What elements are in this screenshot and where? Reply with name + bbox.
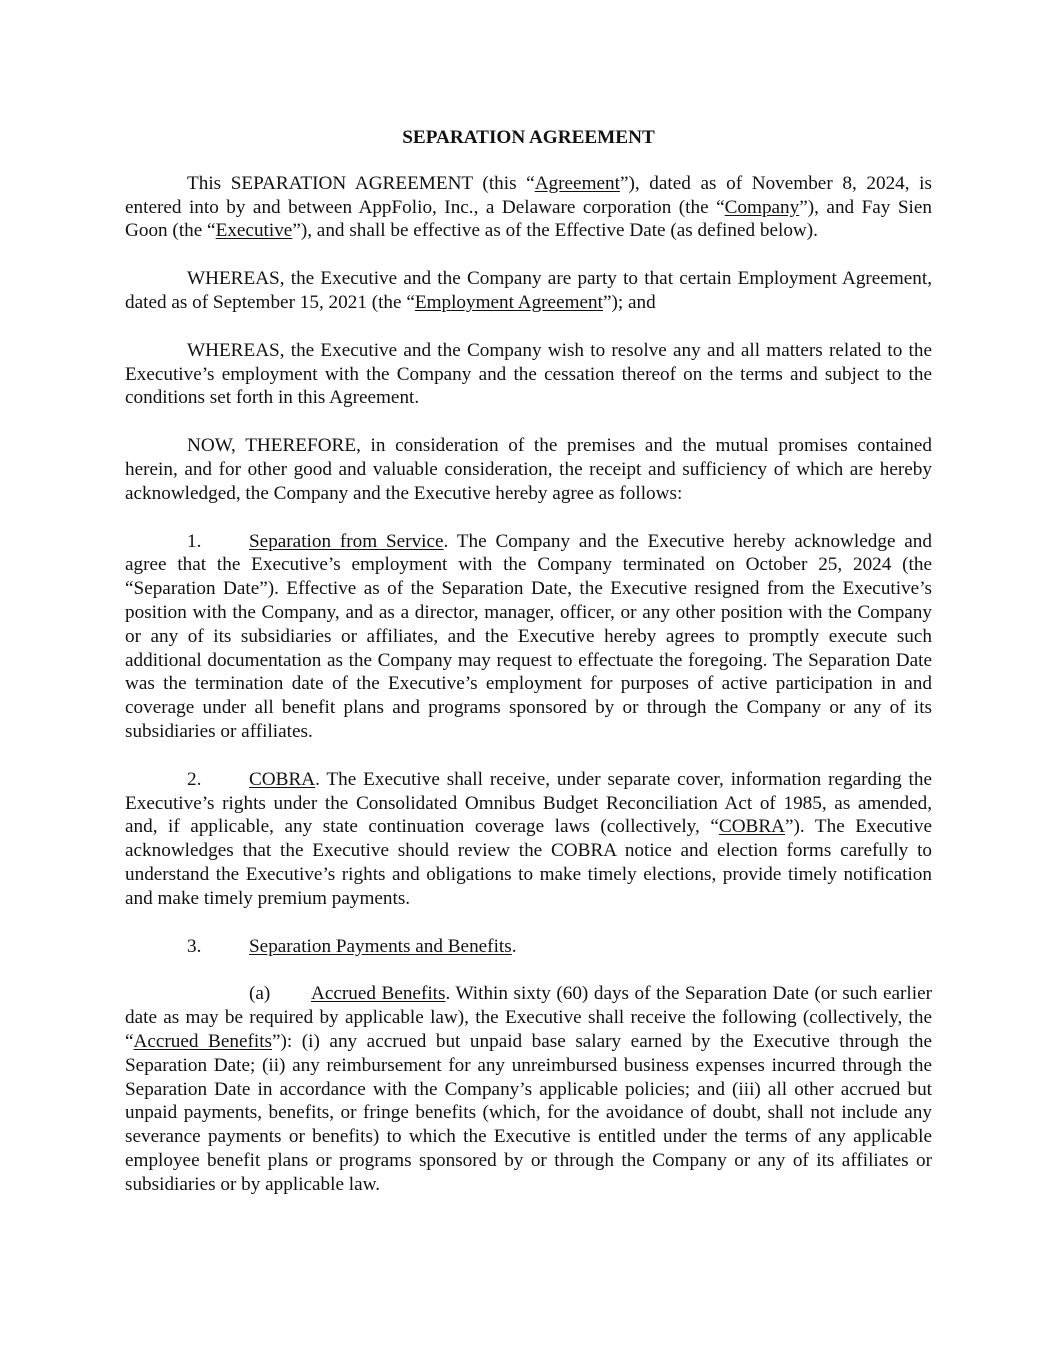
now-therefore-paragraph: NOW, THEREFORE, in consideration of the premises and the mutual promises contained herein, and for other good and valuable consideration, the receipt and sufficiency of which are hereby acknowledged, the Company and the Executive hereby agree as follows: [125,435,932,504]
defined-term-cobra: COBRA [718,816,785,838]
document-title: SEPARATION AGREEMENT [402,127,655,148]
section-3a-body-1: . Within sixty (60) days of the Separation Date (or such earlier date as may be required by applicable law), the Executive shall receive the following (collectively, the “ [125,983,932,1052]
intro-text-3: ”), and Fay Sien Goon (the “ [125,196,932,242]
section-1-paragraph [125,530,932,744]
whereas1-text-1: WHEREAS, the Executive and the Company are party to that certain Employment Agreement, dated as of September 15, 2021 (the “ [125,268,932,313]
section-1-body: . The Company and the Executive hereby acknowledge and agree that the Executive’s employment with the Company terminated on October 25, 2024 (the “Separation Date”). Effective as of the Separation Date, the Executive resigned from the Executive’s position with the Company, and as a director, manager, officer, or any other position with the Company or any of its subsidiaries or affiliates, and the Executive hereby agrees to promptly execute such additional documentation as the Company may request to effectuate the foregoing. The Separation Date was the termination date of the Executive’s employment for purposes of active participation in and coverage under all benefit plans and programs sponsored by or through the Company or any of its subsidiaries or affiliates. [125,530,932,742]
defined-term-accrued-benefits: Accrued Benefits [133,1030,272,1052]
whereas1-text-2: ”); and [602,291,656,313]
defined-term-company: Company [724,196,800,218]
defined-term-agreement: Agreement [534,172,620,194]
intro-text-1: This SEPARATION AGREEMENT (this “ [187,172,535,194]
section-3a-paragraph [125,982,932,1196]
section-3a-body-2: ”): (i) any accrued but unpaid base salary earned by the Executive through the Separation Date; (ii) any reimbursement for any unreimbursed business expenses incurred through the Separation Date in accordance with the Company’s applicable policies; and (iii) all other accrued but unpaid payments, benefits, or fringe benefits (which, for the avoidance of doubt, shall not include any severance payments or benefits) to which the Executive is entitled under the terms of any applicable employee benefit plans or programs sponsored by or through the Company or any of its affiliates or subsidiaries or by applicable law. [125,1030,932,1195]
intro-text-4: ”), and shall be effective as of the Effective Date (as defined below). [292,220,818,242]
section-3a-number: (a) [249,983,271,1005]
section-3a-heading: Accrued Benefits [311,983,446,1005]
whereas-paragraph-2: WHEREAS, the Executive and the Company wish to resolve any and all matters related to the Executive’s employment with the Company and the cessation thereof on the terms and subject to the conditions set forth in this Agreement. [125,339,932,409]
defined-term-employment-agreement: Employment Agreement [414,291,603,313]
section-2-number: 2. [187,768,202,790]
intro-text-2: ”), dated as of November 8, 2024, is entered into by and between AppFolio, Inc., a Delaware corporation (the “ [125,172,932,218]
section-2-heading: COBRA [249,768,316,790]
section-3-number: 3. [187,935,202,957]
section-3-period: . [511,935,517,957]
section-2-paragraph [125,768,932,911]
whereas-paragraph-1 [125,267,932,315]
document-page [125,126,932,1220]
section-2-body-1: . The Executive shall receive, under separate cover, information regarding the Executive’s rights under the Consolidated Omnibus Budget Reconciliation Act of 1985, as amended, and, if applicable, any state continuation coverage laws (collectively, “ [125,768,932,838]
intro-paragraph [125,172,932,243]
section-3-paragraph [125,935,932,959]
section-3-heading: Separation Payments and Benefits [249,935,512,957]
defined-term-executive: Executive [215,220,293,242]
section-2-body-2: ”). The Executive acknowledges that the Executive should review the COBRA notice and election forms carefully to understand the Executive’s rights and obligations to make timely elections, provide timely notification and make timely premium payments. [125,816,932,909]
section-1-number: 1. [187,530,202,552]
section-1-heading: Separation from Service [249,530,444,552]
